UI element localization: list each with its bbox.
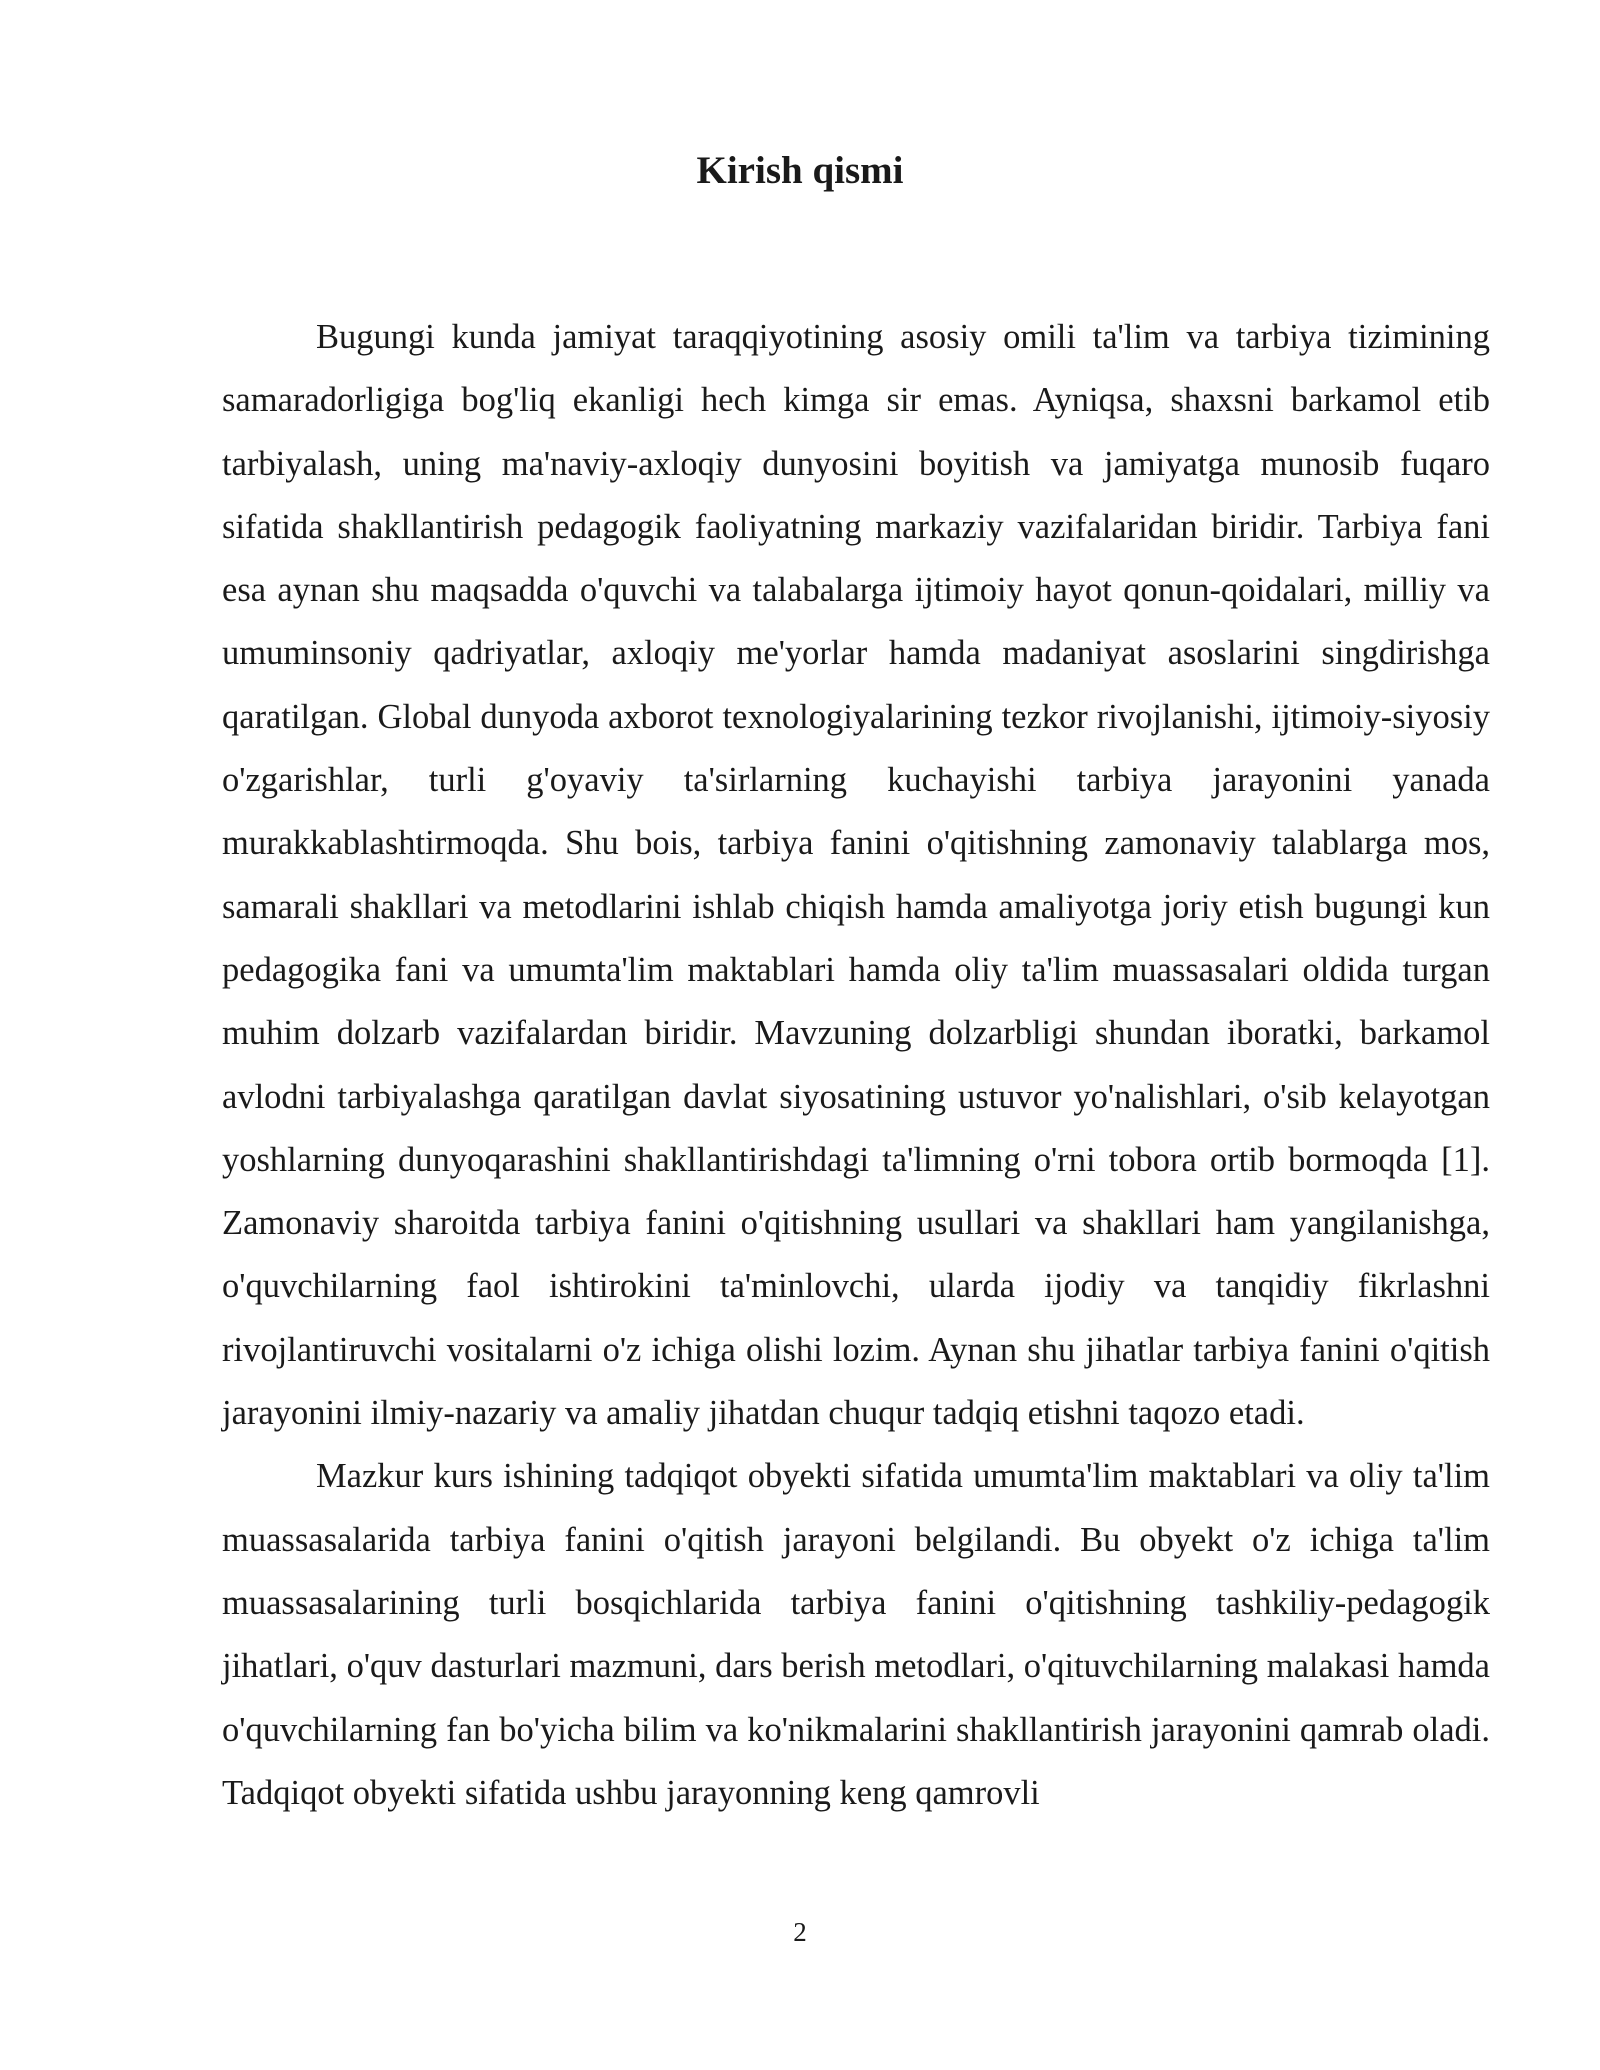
paragraph-2: Mazkur kurs ishining tadqiqot obyekti sifatida umumta'lim maktablari va oliy ta'lim muassasalarida tarbiya fanini o'qitish jarayoni belgilandi. Bu obyekt o'z ichiga ta'lim muassasalarining turli bosqichlarida tarbiya fanini o'qitishning tashkiliy-pedagogik jihatlari, o'quv dasturlari mazmuni, dars berish metodlari, o'qituvchilarning malakasi hamda o'quvchilarning fan bo'yicha bilim va ko'nikmalarini shakllantirish jarayonini qamrab oladi. Tadqiqot obyekti sifatida ushbu jarayonning keng qamrovli [222, 1457, 1490, 1812]
paragraph-1: Bugungi kunda jamiyat taraqqiyotining asosiy omili ta'lim va tarbiya tizimining samaradorligiga bog'liq ekanligi hech kimga sir emas. Ayniqsa, shaxsni barkamol etib tarbiyalash, uning ma'naviy-axloqiy dunyosini boyitish va jamiyatga munosib fuqaro sifatida shakllantirish pedagogik faoliyatning markaziy vazifalaridan biridir. Tarbiya fani esa aynan shu maqsadda o'quvchi va talabalarga ijtimoiy hayot qonun-qoidalari, milliy va umuminsoniy qadriyatlar, axloqiy me'yorlar hamda madaniyat asoslarini singdirishga qaratilgan. Global dunyoda axborot texnologiyalarining tezkor rivojlanishi, ijtimoiy-siyosiy o'zgarishlar, turli g'oyaviy ta'sirlarning kuchayishi tarbiya jarayonini yanada murakkablashtirmoqda. Shu bois, tarbiya fanini o'qitishning zamonaviy talablarga mos, samarali shakllari va metodlarini ishlab chiqish hamda amaliyotga joriy etish bugungi kun pedagogika fani va umumta'lim maktablari hamda oliy ta'lim muassasalari oldida turgan muhim dolzarb vazifalardan biridir. Mavzuning dolzarbligi shundan iboratki, barkamol avlodni tarbiyalashga qaratilgan davlat siyosatining ustuvor yo'nalishlari, o'sib kelayotgan yoshlarning dunyoqarashini shakllantirishdagi ta'limning o'rni tobora ortib bormoqda [1]. Zamonaviy sharoitda tarbiya fanini o'qitishning usullari va shakllari ham yangilanishga, o'quvchilarning faol ishtirokini ta'minlovchi, ularda ijodiy va tanqidiy fikrlashni rivojlantiruvchi vositalarni o'z ichiga olishi lozim. Aynan shu jihatlar tarbiya fanini o'qitish jarayonini ilmiy-nazariy va amaliy jihatdan chuqur tadqiq etishni taqozo etadi. [222, 318, 1490, 1433]
page-title: Kirish qismi [696, 149, 904, 192]
body-text [222, 306, 1490, 1825]
page-number: 2 [793, 1917, 807, 1947]
